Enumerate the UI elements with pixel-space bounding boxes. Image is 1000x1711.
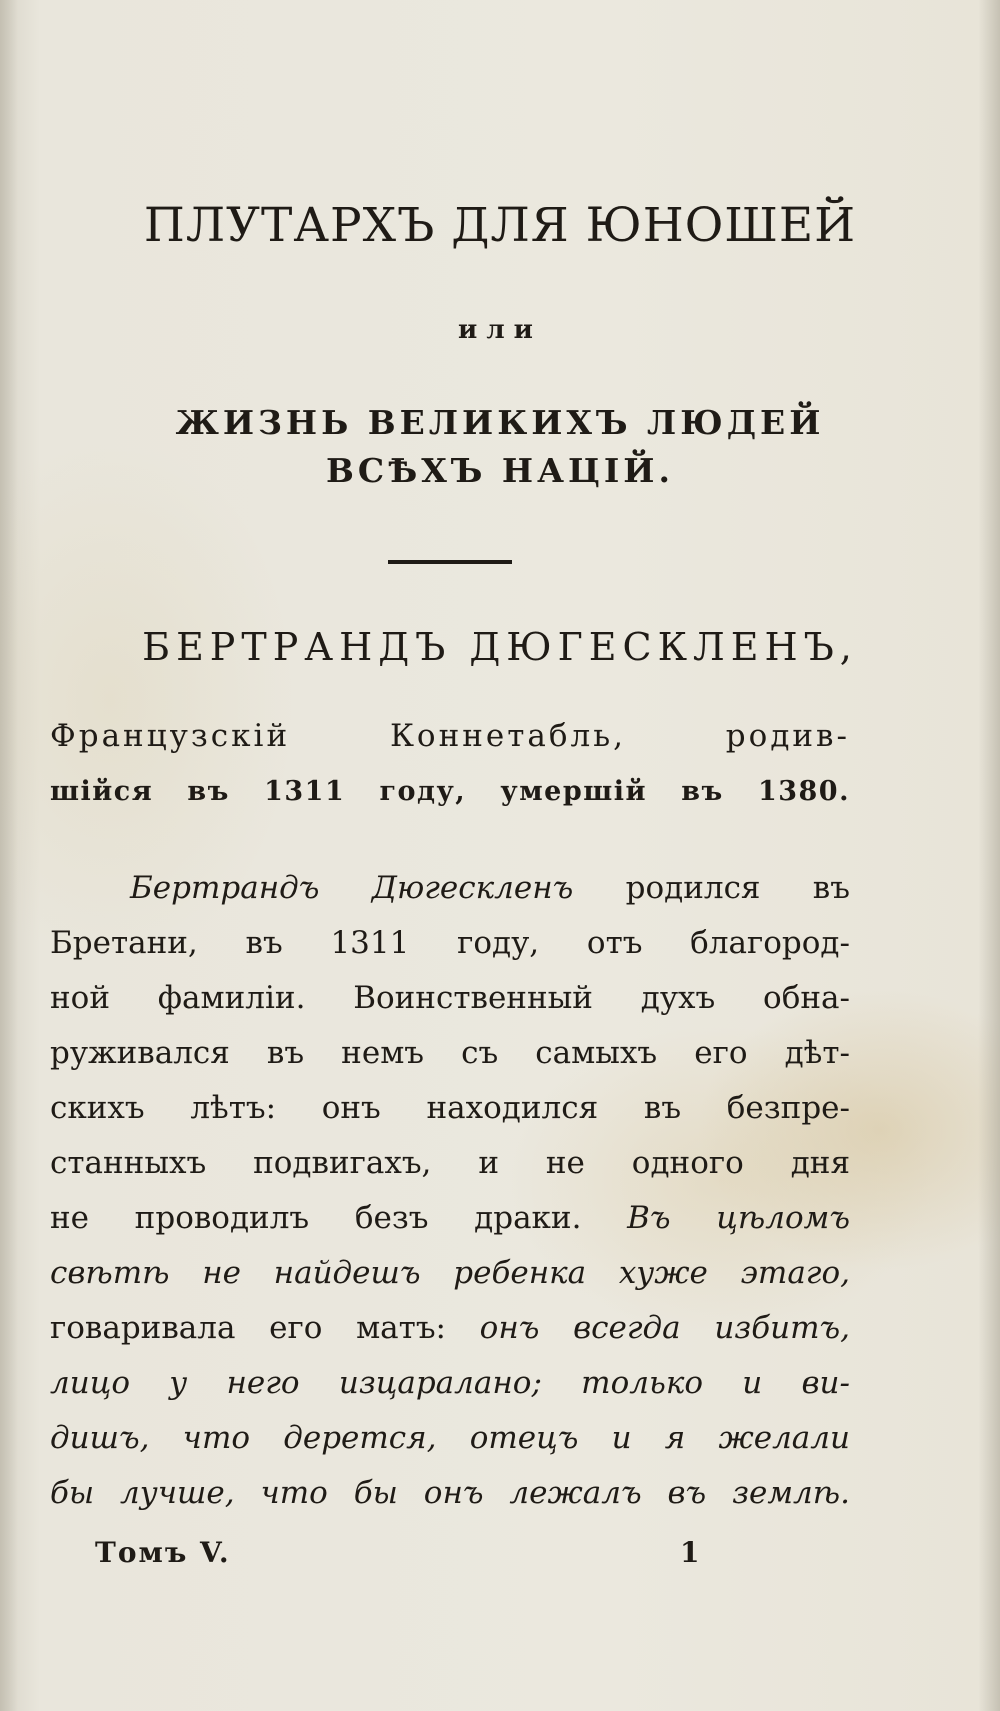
body-italic-span: Въ цѣломъ	[581, 1200, 851, 1236]
title-conjunction: или	[458, 315, 542, 345]
subtitle-line-1: ЖИЗНЬ ВЕЛИКИХЪ ЛЮДЕЙ	[175, 403, 825, 442]
body-line: лицо у него изцаралано; только и ви-	[50, 1365, 850, 1401]
subtitle-line-2: ВСѢХЪ НАЦІЙ.	[326, 451, 674, 490]
body-line: Бретани, въ 1311 году, отъ благород-	[50, 925, 850, 961]
section-subheading-line-1: Французскій Коннетабль, родив-	[50, 718, 850, 754]
body-line: ной фамиліи. Воинственный духъ обна-	[50, 980, 850, 1016]
body-line: руживался въ немъ съ самыхъ его дѣт-	[50, 1035, 850, 1071]
body-line	[50, 1310, 850, 1346]
page-edge-right	[978, 0, 1000, 1711]
body-line: станныхъ подвигахъ, и не одного дня	[50, 1145, 850, 1181]
body-line: свѣтѣ не найдешъ ребенка хуже этаго,	[50, 1255, 850, 1291]
body-roman-span: родился въ	[573, 870, 850, 906]
body-line	[130, 870, 850, 906]
volume-label: Томъ V.	[95, 1536, 231, 1569]
section-heading: БЕРТРАНДЪ ДЮГЕСКЛЕНЪ,	[142, 625, 858, 669]
body-line: бы лучше, что бы онъ лежалъ въ землѣ.	[50, 1475, 850, 1511]
body-roman-span: говаривала его матъ:	[50, 1310, 446, 1346]
body-italic-span: Бертрандъ Дюгескленъ	[130, 870, 574, 906]
body-roman-span: не проводилъ безъ драки.	[50, 1200, 582, 1236]
body-italic-span: онъ всегда избитъ,	[445, 1310, 850, 1346]
body-line: скихъ лѣтъ: онъ находился въ безпре-	[50, 1090, 850, 1126]
body-line	[50, 1200, 850, 1236]
signature-mark: 1	[680, 1536, 700, 1569]
section-subheading-line-2: шійся въ 1311 году, умершій въ 1380.	[50, 776, 850, 807]
divider-rule	[388, 560, 512, 564]
book-title: ПЛУТАРХЪ ДЛЯ ЮНОШЕЙ	[143, 198, 857, 253]
page-edge-left	[0, 0, 18, 1711]
body-line: дишъ, что дерется, отецъ и я желали	[50, 1420, 850, 1456]
